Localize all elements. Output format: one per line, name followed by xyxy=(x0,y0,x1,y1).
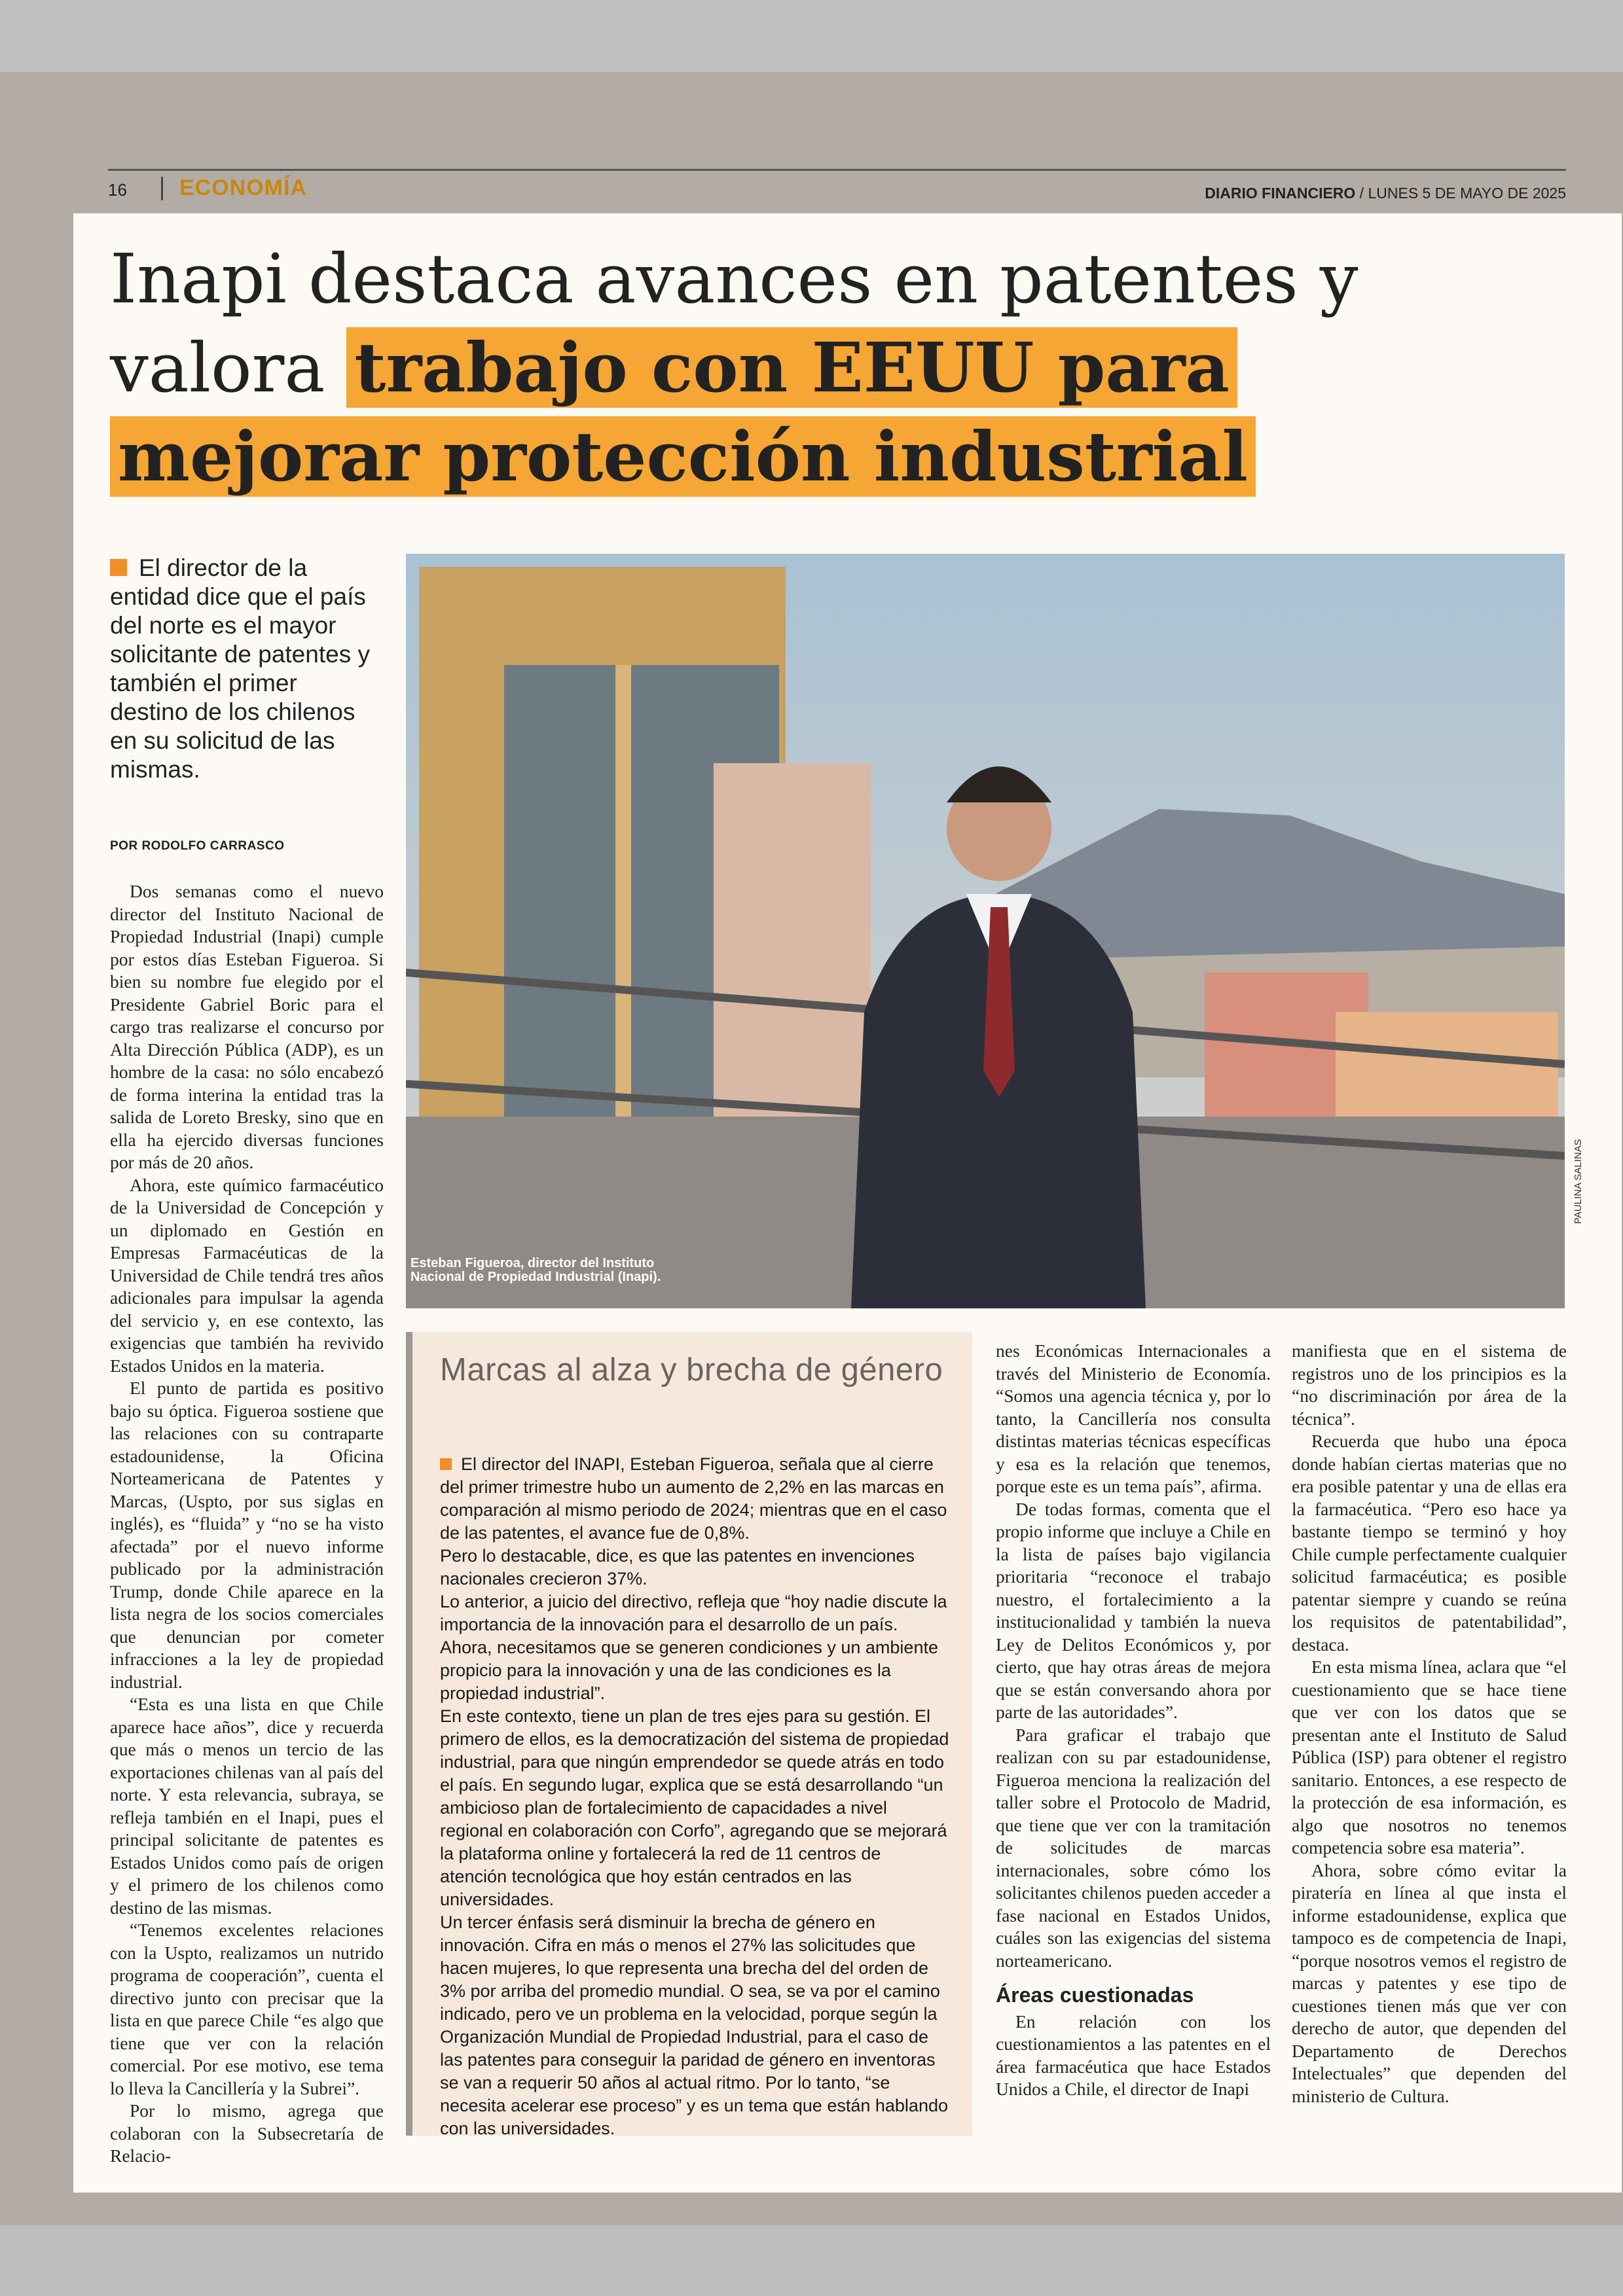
box-paragraph: Lo anterior, a juicio del directivo, refleja que “hoy nadie discute la importancia de la innovación para el desarrollo de un país. Ahora, necesitamos que se generen condiciones y un ambiente propicio para la innovación y una de las condiciones es la propiedad industrial”. xyxy=(440,1592,947,1703)
paragraph: En esta misma línea, aclara que “el cuestionamiento que se hace tiene que ver con los datos que se presentan ante el Instituto de Salud Pública (ISP) para obtener el registro sanitario. Entonces, a ese respecto de la protección de esa información, es algo que nosotros no tenemos competencia sobre esa materia”. xyxy=(1292,1657,1567,1857)
paragraph: “Tenemos excelentes relaciones con la Uspto, realizamos un nutrido programa de cooperación”, cuenta el directivo junto con precisar que la lista en que parece Chile “es algo que tiene que ver con la relación comercial. Por ese motivo, ese tema lo lleva la Cancillería y la Subrei”. xyxy=(110,1920,384,2098)
byline: POR RODOLFO CARRASCO xyxy=(110,839,285,853)
paragraph: nes Económicas Internacionales a través del Ministerio de Economía. “Somos una agencia técnica y, por lo tanto, la Cancillería nos consulta distintas materias técnicas específicas y esa es la relación que tenemos, porque este es un tema país”, afirma. xyxy=(996,1340,1271,1496)
header-rule xyxy=(108,169,1566,171)
paragraph: “Esta es una lista en que Chile aparece hace años”, dice y recuerda que más o menos un tercio de las exportaciones chilenas van al país del norte. Y esta relevancia, subraya, se refleja también en el Inapi, pues el principal solicitante de patentes es Estados Unidos como país de origen y el primero de los chilenos como destino de las mismas. xyxy=(110,1694,384,1918)
paragraph: El punto de partida es positivo bajo su óptica. Figueroa sostiene que las relaciones con su contraparte estadounidense, la Oficina Norteamericana de Patentes y Marcas, (Uspto, por sus siglas en inglés), es “fluida” y “no se ha visto afectada” por el nuevo informe publicado por la administración Trump, donde Chile aparece en la lista negra de los socios comerciales que denuncian por cometer infracciones a la ley de propiedad industrial. xyxy=(110,1378,384,1692)
article-column-1 xyxy=(110,880,384,2168)
box-paragraph xyxy=(440,1453,951,1545)
sidebar-box-title: Marcas al alza y brecha de género xyxy=(440,1352,943,1388)
publication-name: DIARIO FINANCIERO xyxy=(1205,185,1356,202)
scan-bottom-margin xyxy=(0,2225,1623,2296)
headline-highlight-1: trabajo con EEUU para xyxy=(346,327,1237,408)
bullet-square-icon xyxy=(440,1458,452,1470)
sidebar-box-bar xyxy=(406,1332,412,2136)
paragraph: En relación con los cuestionamientos a las patentes en el área farmacéutica que hace Estados Unidos a Chile, el director de Inapi xyxy=(996,2011,1271,2099)
photo-credit: PAULINA SALINAS xyxy=(1573,1139,1584,1224)
headline xyxy=(110,234,1485,501)
paragraph: Dos semanas como el nuevo director del Instituto Nacional de Propiedad Industrial (Inapi) cumple por estos días Esteban Figueroa. Si bien su nombre fue elegido por el Presidente Gabriel Boric para el cargo tras realizarse el concurso por Alta Dirección Pública (ADP), es un hombre de la casa: no sólo encabezó de forma interina la entidad tras la salida de Loreto Bresky, sino que en ella ha ejercido diversas funciones por más de 20 años. xyxy=(110,881,384,1172)
article-photo xyxy=(406,554,1565,1308)
photo-illustration xyxy=(406,554,1565,1308)
box-paragraph-text: El director del INAPI, Esteban Figueroa, señala que al cierre del primer trimestre hubo un aumento de 2,2% en las marcas en comparación al mismo periodo de 2024; mientras que en el caso de las patentes, el avance fue de 0,8%. xyxy=(440,1454,947,1543)
box-paragraph: Pero lo destacable, dice, es que las patentes en invenciones nacionales crecieron 37%. xyxy=(440,1546,915,1588)
bullet-square-icon xyxy=(110,559,127,576)
paragraph: Por lo mismo, agrega que colaboran con la Subsecretaría de Relacio- xyxy=(110,2100,384,2166)
article-column-3 xyxy=(996,1340,1271,2101)
scan-top-margin xyxy=(0,0,1623,72)
paragraph: manifiesta que en el sistema de registros uno de los principios es la “no discriminación por área de la técnica”. xyxy=(1292,1340,1567,1429)
masthead xyxy=(1205,185,1566,202)
deck-text: El director de la entidad dice que el país del norte es el mayor solicitante de patentes y también el primer destino de los chilenos en su solicitud de las mismas. xyxy=(110,554,370,783)
section-label: ECONOMÍA xyxy=(179,175,307,200)
article-column-4 xyxy=(1292,1340,1567,2108)
publication-date: / LUNES 5 DE MAYO DE 2025 xyxy=(1355,185,1566,202)
page-number: 16 xyxy=(108,180,127,200)
deck xyxy=(110,554,378,784)
paragraph: Ahora, este químico farmacéutico de la Universidad de Concepción y un diplomado en Gestión en Empresas Farmacéuticas de la Universidad de Chile tendrá tres años adicionales para impulsar la agenda del servicio y, en ese contexto, las exigencias que también ha revivido Estados Unidos en la materia. xyxy=(110,1174,384,1376)
paragraph: Ahora, sobre cómo evitar la piratería en línea al que insta el informe estadounidense, explica que tampoco es de competencia de Inapi, “porque nosotros vemos el registro de marcas y patentes y ese tipo de cuestiones tienen más que ver con derecho de autor, que dependen del Departamento de Derechos Intelectuales” que dependen del ministerio de Cultura. xyxy=(1292,1859,1567,2106)
header-separator xyxy=(161,177,163,200)
paragraph: Recuerda que hubo una época donde habían ciertas materias que no era posible patentar y una de ellas era la farmacéutica. “Pero eso hace ya bastante tiempo se terminó y hoy Chile cumple perfectamente cualquier solicitud farmacéutica; es posible patentar siempre y cuando se reúna los requisitos de patentabilidad”, destaca. xyxy=(1292,1431,1567,1655)
headline-highlight-2: mejorar protección industrial xyxy=(110,416,1256,497)
box-paragraph: En este contexto, tiene un plan de tres ejes para su gestión. El primero de ellos, es la democratización del sistema de propiedad industrial, para que ningún emprendedor se quede atrás en todo el país. En segundo lugar, explica que se está desarrollando “un ambicioso plan de fortalecimiento de capacidades a nivel regional en colaboración con Corfo”, agregando que se mejorará la plataforma online y fortalecerá la red de 11 centros de atención tecnológica que hoy están centrados en las universidades. xyxy=(440,1706,949,1909)
photo-caption: Esteban Figueroa, director del Instituto Nacional de Propiedad Industrial (Inapi). xyxy=(410,1256,661,1284)
subheading: Áreas cuestionadas xyxy=(996,1983,1194,2007)
paragraph: Para graficar el trabajo que realizan con su par estadounidense, Figueroa menciona la realización del taller sobre el Protocolo de Madrid, que tiene que ver con la tramitación de solicitudes de marcas internacionales, sobre cómo los solicitantes chilenos pueden acceder a fase nacional en Estados Unidos, cuáles son las exigencias del sistema norteamericano. xyxy=(996,1724,1271,1971)
headline-plain: Inapi destaca avances en patentes y valora xyxy=(110,239,1359,408)
sidebar-box-body xyxy=(440,1453,951,2140)
box-paragraph: Un tercer énfasis será disminuir la brecha de género en innovación. Cifra en más o menos el 27% las solicitudes que hacen mujeres, lo que representa una brecha del del orden de 3% por arriba del promedio mundial. O sea, se va por el camino indicado, pero ve un problema en la velocidad, porque según la Organización Mundial de Propiedad Industrial, para el caso de las patentes para conseguir la paridad de género en inventoras se van a requerir 50 años al actual ritmo. Por lo tanto, “se necesita acelerar ese proceso” y es un tema que están hablando con las universidades. xyxy=(440,1912,948,2138)
paragraph: De todas formas, comenta que el propio informe que incluye a Chile en la lista de países bajo vigilancia prioritaria “reconoce el trabajo nuestro, el fortalecimiento a la institucionalidad y también la nueva Ley de Delitos Económicos y, por cierto, que hay otras áreas de mejora que se están conversando ahora por parte de las autoridades”. xyxy=(996,1498,1271,1722)
